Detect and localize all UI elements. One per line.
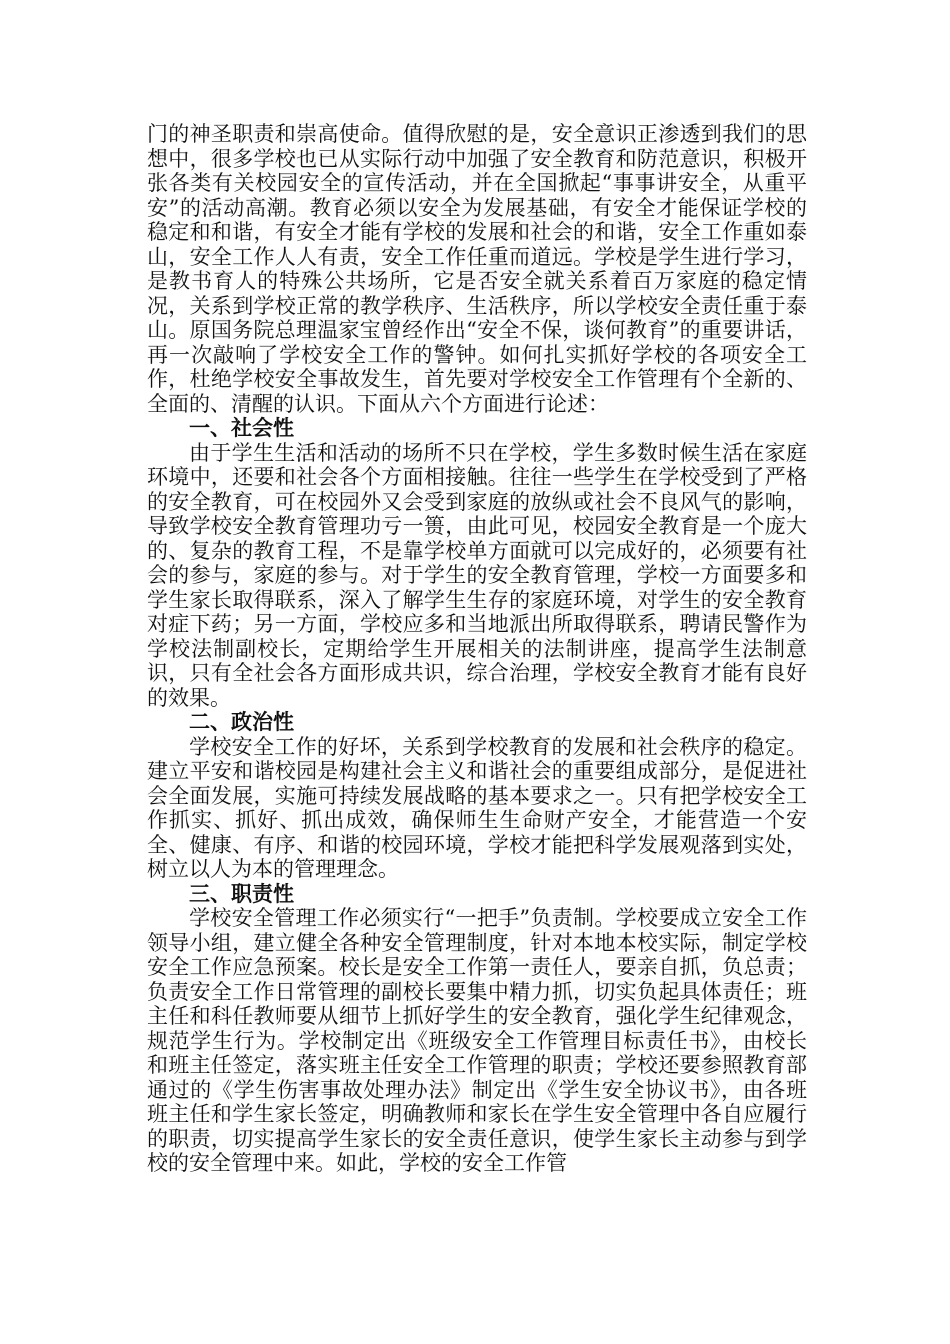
section-body-responsibility: 学校安全管理工作必须实行“一把手”负责制。学校要成立安全工作领导小组，建立健全各种安全管理制度，针对本地本校实际，制定学校安全工作应急预案。校长是安全工作第一责任人，要亲自抓，负总责；负责安全工作日常管理的副校长要集中精力抓，切实负起具体责任；班主任和科任教师要从细节上抓好学生的安全教育，强化学生纪律观念，规范学生行为。学校制定出《班级安全工作管理目标责任书》，由校长和班主任签定，落实班主任安全工作管理的职责；学校还要参照教育部通过的《学生伤害事故处理办法》制定出《学生安全协议书》，由各班班主任和学生家长签定，明确教师和家长在学生安全管理中各自应履行的职责，切实提高学生家长的安全责任意识，使学生家长主动参与到学校的安全管理中来。如此，学校的安全工作管 (147, 906, 807, 1175)
section-heading-responsibility: 三、职责性 (189, 881, 294, 906)
section-body-political: 学校安全工作的好坏，关系到学校教育的发展和社会秩序的稳定。建立平安和谐校园是构建社会主义和谐社会的重要组成部分，是促进社会全面发展，实施可持续发展战略的基本要求之一。只有把学校安全工作抓实、抓好、抓出成效，确保师生生命财产安全，才能营造一个安全、健康、有序、和谐的校园环境，学校才能把科学发展观落到实处，树立以人为本的管理理念。 (147, 734, 807, 881)
section-body-social: 由于学生生活和活动的场所不只在学校，学生多数时候生活在家庭环境中，还要和社会各个方面相接触。往往一些学生在学校受到了严格的安全教育，可在校园外又会受到家庭的放纵或社会不良风气的影响，导致学校安全教育管理功亏一篑，由此可见，校园安全教育是一个庞大的、复杂的教育工程，不是靠学校单方面就可以完成好的，必须要有社会的参与，家庭的参与。对于学生的安全教育管理，学校一方面要多和学生家长取得联系，深入了解学生生存的家庭环境，对学生的安全教育对症下药；另一方面，学校应多和当地派出所取得联系，聘请民警作为学校法制副校长，定期给学生开展相关的法制讲座，提高学生法制意识，只有全社会各方面形成共识，综合治理，学校安全教育才能有良好的效果。 (147, 440, 807, 710)
section-heading-social: 一、社会性 (189, 416, 294, 440)
document-page (147, 122, 807, 1176)
intro-paragraph: 门的神圣职责和崇高使命。值得欣慰的是，安全意识正渗透到我们的思想中，很多学校也已从实际行动中加强了安全教育和防范意识，积极开张各类有关校园安全的宣传活动，并在全国掀起“事事讲安全，从重平安”的活动高潮。教育必须以安全为发展基础，有安全才能保证学校的稳定和和谐，有安全才能有学校的发展和社会的和谐，安全工作重如泰山，安全工作人人有责，安全工作任重而道远。学校是学生进行学习，是教书育人的特殊公共场所，它是否安全就关系着百万家庭的稳定情况，关系到学校正常的教学秩序、生活秩序，所以学校安全责任重于泰山。原国务院总理温家宝曾经作出“安全不保，谈何教育”的重要讲话，再一次敲响了学校安全工作的警钟。如何扎实抓好学校的各项安全工作，杜绝学校安全事故发生，首先要对学校安全工作管理有个全新的、全面的、清醒的认识。下面从六个方面进行论述： (147, 122, 807, 416)
section-heading-political: 二、政治性 (189, 710, 294, 734)
